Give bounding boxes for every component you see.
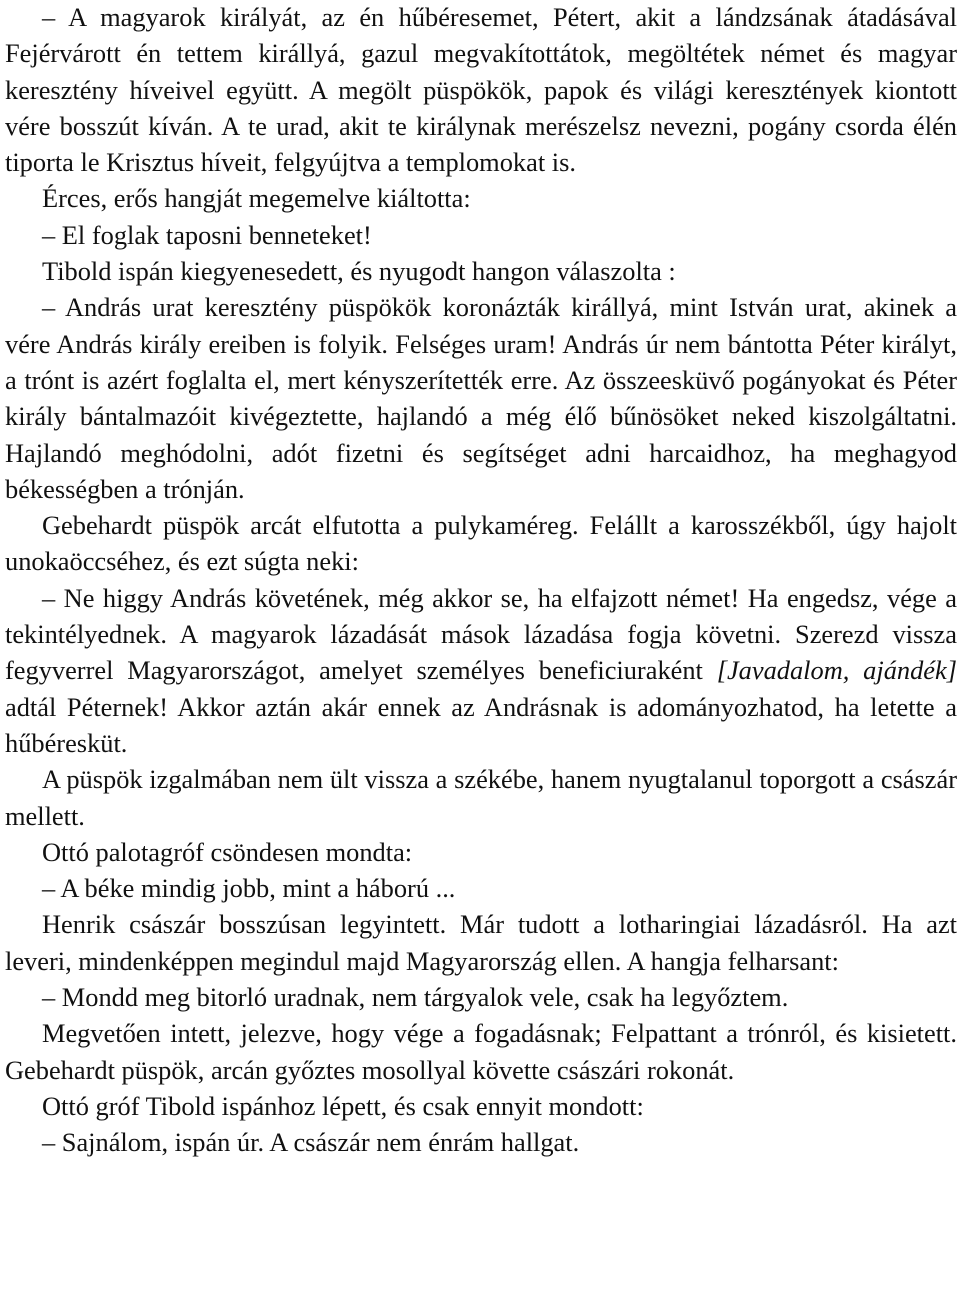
- paragraph: Gebehardt püspök arcát elfutotta a pulykaméreg. Felállt a karosszékből, úgy hajolt unokaöccséhez, és ezt súgta neki:: [5, 510, 957, 577]
- italic-gloss: [Javadalom, ajándék]: [716, 655, 957, 686]
- paragraph: – A magyarok királyát, az én hűbéresemet, Pétert, akit a lándzsának átadásával Fejérvárott én tettem királlyá, gazul megvakítottátok, megöltétek német és magyar keresztény híveivel együtt. A megölt püspökök, papok és világi keresztények kiontott vére bosszút kíván. A te urad, akit te királynak merészelsz nevezni, pogány csorda élén tiporta le Krisztus híveit, felgyújtva a templomokat is.: [5, 2, 957, 178]
- text-run: – Ne higgy András követének, még akkor se, ha elfajzott német! Ha engedsz, vége a tekintélyednek. A magyarok lázadását mások lázadása fogja követni. Szerezd vissza fegyverrel Magyarországot, amelyet személyes beneficiuraként: [5, 582, 957, 686]
- paragraph: A püspök izgalmában nem ült vissza a székébe, hanem nyugtalanul toporgott a császár mellett.: [5, 764, 957, 831]
- paragraph-advice: [5, 580, 957, 761]
- paragraph: Érces, erős hangját megemelve kiáltotta:: [42, 183, 471, 214]
- paragraph: – Sajnálom, ispán úr. A császár nem énrám hallgat.: [42, 1127, 580, 1158]
- document-page: [5, 0, 957, 1161]
- paragraph: Henrik császár bosszúsan legyintett. Már tudott a lotharingiai lázadásról. Ha azt leveri, mindenképpen megindul majd Magyarország ellen. A hangja felharsant:: [5, 909, 957, 976]
- paragraph: Ottó palotagróf csöndesen mondta:: [42, 836, 413, 867]
- paragraph: – El foglak taposni benneteket!: [42, 219, 372, 250]
- text-run: adtál Péternek! Akkor aztán akár ennek az Andrásnak is adományozhatod, ha letette a hűbéresküt.: [5, 691, 957, 758]
- paragraph: Ottó gróf Tibold ispánhoz lépett, és csak ennyit mondott:: [42, 1090, 644, 1121]
- paragraph: Tibold ispán kiegyenesedett, és nyugodt hangon válaszolta :: [42, 256, 676, 287]
- paragraph: – András urat keresztény püspökök koronázták királlyá, mint István urat, akinek a vére András király ereiben is folyik. Felséges uram! András úr nem bántotta Péter királyt, a trónt is azért foglalta el, mert kényszerítették erre. Az összeesküvő pogányokat és Péter király bántalmazóit kivégeztette, hajlandó a még élő bűnösöket neked kiszolgáltatni. Hajlandó meghódolni, adót fizetni és segítséget adni harcaidhoz, ha meghagyod békességben a trónján.: [5, 292, 957, 504]
- paragraph: – A béke mindig jobb, mint a háború ...: [42, 873, 456, 904]
- paragraph: Megvetően intett, jelezve, hogy vége a fogadásnak; Felpattant a trónról, és kisietett. Gebehardt püspök, arcán győztes mosollyal követte császári rokonát.: [5, 1018, 957, 1085]
- paragraph: – Mondd meg bitorló uradnak, nem tárgyalok vele, csak ha legyőztem.: [42, 982, 789, 1013]
